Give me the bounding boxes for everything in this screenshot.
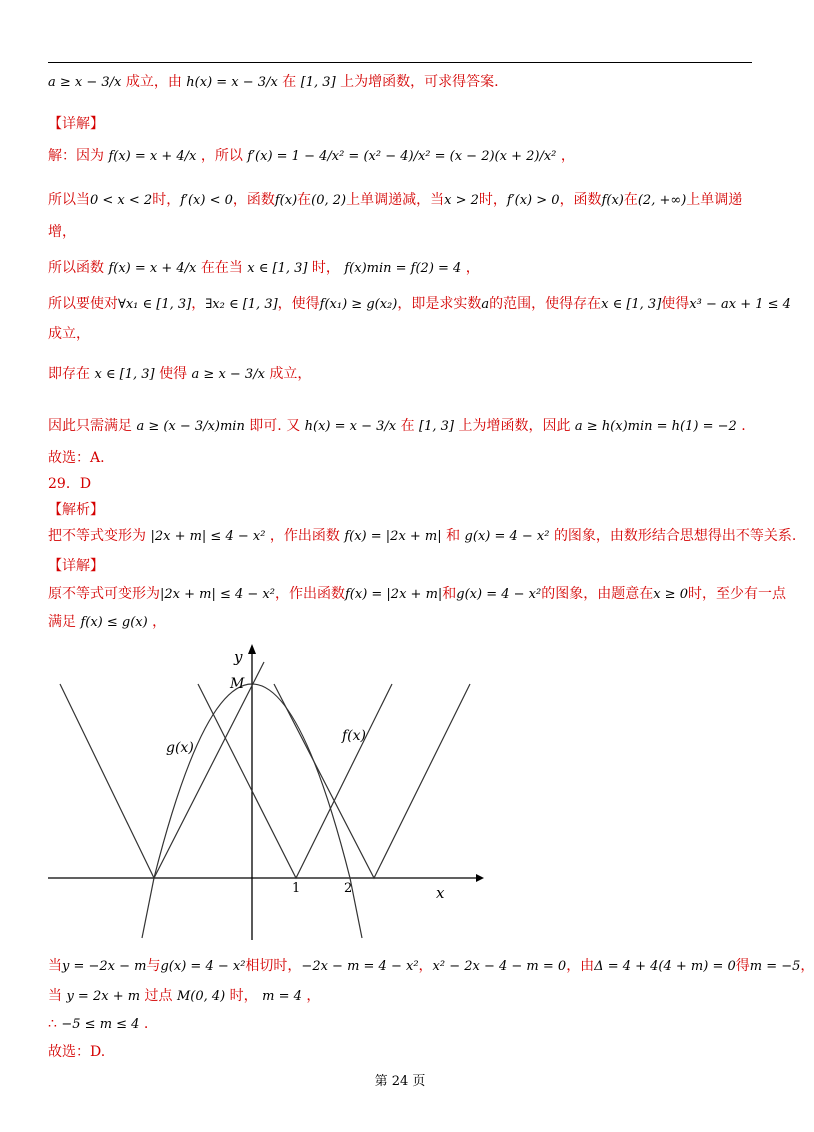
text: ， [560,148,575,164]
formula: f(x) = |2x + m| [344,587,443,602]
text: ，作出函数 [274,586,345,602]
formula: Δ = 4 + 4(4 + m) = 0 [594,959,736,974]
formula: f(x) = x + 4/x [108,261,197,276]
text: 所以当 [48,192,90,208]
formula: |2x + m| ≤ 4 − x² [150,529,266,544]
tick-1: 1 [292,881,301,896]
f-graph-m-neg2 [198,684,392,878]
text: ， [306,988,321,1004]
text: 得 [735,958,750,974]
text: 时， [152,192,181,208]
text-line [48,584,786,605]
text: 满足 [48,614,76,630]
text: ，即是求实数 [397,296,482,312]
formula: ∀x₁ ∈ [1, 3] [118,297,192,312]
text: 过点 [144,988,173,1004]
text-line [48,294,791,315]
formula: a ≥ h(x)min = h(1) = −2 [574,419,737,434]
formula: −2x − m = 4 − x² [301,959,419,974]
text: ， [800,958,814,974]
text: . [741,418,746,434]
formula: x ∈ [1, 3] [94,367,155,382]
formula: f(x) = |2x + m| [344,529,442,544]
y-label: y [234,648,243,666]
formula: f′(x) > 0 [506,193,560,208]
formula: y = −2x − m [62,959,147,974]
text: 的图象，由题意在 [541,586,654,602]
text: ， [465,260,480,276]
f-label: f(x) [342,728,367,744]
text-line [48,526,797,547]
formula: f(x) = x + 4/x [108,149,197,164]
text: ， [418,958,433,974]
text-line [48,612,758,633]
answer-line: 29．D [48,476,92,492]
text: 因此只需满足 [48,418,132,434]
formula: f(x)min = f(2) = 4 [344,261,462,276]
text-line [48,364,758,385]
text-line: 增， [48,224,76,240]
formula: f′(x) < 0 [180,193,233,208]
text: 与 [146,958,161,974]
text: 原不等式可变形为 [48,586,160,602]
section-heading: 【详解】 [48,558,104,574]
section-heading: 【解析】 [48,502,104,518]
text: 当 [48,958,62,974]
formula: f(x₁) ≥ g(x₂) [319,297,398,312]
g-graph-left [142,878,154,938]
point-m-label: M [230,676,245,692]
text-line: 成立， [48,326,90,342]
text-line [48,146,758,167]
text-line [48,190,758,211]
therefore-symbol: ∴ [48,1016,57,1032]
text-line [48,416,758,437]
formula: m = 4 [262,989,302,1004]
text: 和 [442,586,457,602]
text: 所以要使对 [48,296,118,312]
text: 时， [229,988,258,1004]
formula: g(x) = 4 − x² [464,529,550,544]
formula: (0, 2) [311,193,347,208]
text: 即存在 [48,366,90,382]
text: 上为增函数，可求得答案. [340,74,499,90]
text: ，所以 [200,148,243,164]
text-line [48,956,814,977]
text: 使得 [159,366,188,382]
formula: 0 < x < 2 [90,193,153,208]
text: 解：因为 [48,148,104,164]
formula: h(x) = x − 3/x [304,419,397,434]
function-graph [44,640,484,950]
text: 把不等式变形为 [48,528,146,544]
text-line [48,1014,758,1035]
formula: x ∈ [1, 3] [601,297,662,312]
formula: −5 ≤ m ≤ 4 [61,1017,140,1032]
text: 在 [623,192,638,208]
text: ，函数 [559,192,602,208]
formula: [1, 3] [300,75,336,90]
g-label: g(x) [166,740,194,756]
formula: a ≥ x − 3/x [191,367,265,382]
text-line: 故选：A. [48,450,105,466]
text: 上单调递减，当 [346,192,445,208]
formula: x > 2 [444,193,479,208]
text: ，由 [566,958,595,974]
text: 在在当 [200,260,243,276]
formula: x³ − ax + 1 ≤ 4 [689,297,791,312]
formula: f(x) ≤ g(x) [80,615,148,630]
formula: (2, +∞) [637,193,687,208]
formula: a [481,297,490,312]
formula: h(x) = x − 3/x [186,75,278,90]
text: 即可. 又 [249,418,301,434]
g-graph [154,684,362,938]
text: ， [152,614,167,630]
text: 成立，由 [125,74,182,90]
formula: f′(x) = 1 − 4/x² = (x² − 4)/x² = (x − 2)(x + 2)/x² [247,149,557,164]
x-axis-arrow [476,874,484,882]
text: 和 [446,528,461,544]
text-line [48,986,758,1007]
text: . [143,1016,149,1032]
formula: g(x) = 4 − x² [456,587,542,602]
section-heading: 【详解】 [48,116,104,132]
text: 所以函数 [48,260,104,276]
formula: x ∈ [1, 3] [247,261,308,276]
header-rule [48,62,752,63]
formula: [1, 3] [419,419,454,434]
text: 在 [400,418,415,434]
formula: y = 2x + m [66,989,141,1004]
text: 时， [311,260,340,276]
text: 的范围，使得存在 [489,296,602,312]
y-axis-arrow [248,644,256,654]
formula: |2x + m| ≤ 4 − x² [160,587,275,602]
formula: g(x) = 4 − x² [160,959,246,974]
formula: m = −5 [749,959,801,974]
x-label: x [436,884,445,902]
text: 相切时， [245,958,302,974]
text: 当 [48,988,62,1004]
f-graph-m-neg5 [274,684,470,878]
text-line [48,72,758,93]
text: 时， [478,192,507,208]
text: 在 [282,74,297,90]
text: 时，至少有一点 [687,586,786,602]
text: 在 [297,192,312,208]
formula: x ≥ 0 [653,587,688,602]
text-line [48,258,758,279]
text: 的图象，由数形结合思想得出不等关系. [553,528,797,544]
text: 上单调递 [686,192,743,208]
text-line: 故选：D. [48,1044,106,1060]
text: 使得 [661,296,690,312]
text: 上为增函数，因此 [458,418,571,434]
formula: M(0, 4) [176,989,226,1004]
formula: f(x) [601,193,624,208]
formula: x² − 2x − 4 − m = 0 [432,959,567,974]
text: ，使得 [277,296,320,312]
text: 成立， [269,366,312,382]
text: ，函数 [232,192,275,208]
formula: f(x) [274,193,298,208]
text: ， [191,296,206,312]
formula: a ≥ (x − 3/x)min [136,419,245,434]
formula: a ≥ x − 3/x [48,75,122,90]
text: ，作出函数 [269,528,340,544]
page-number: 第 24 页 [374,1074,426,1089]
tick-2: 2 [344,881,353,896]
formula: ∃x₂ ∈ [1, 3] [205,297,278,312]
